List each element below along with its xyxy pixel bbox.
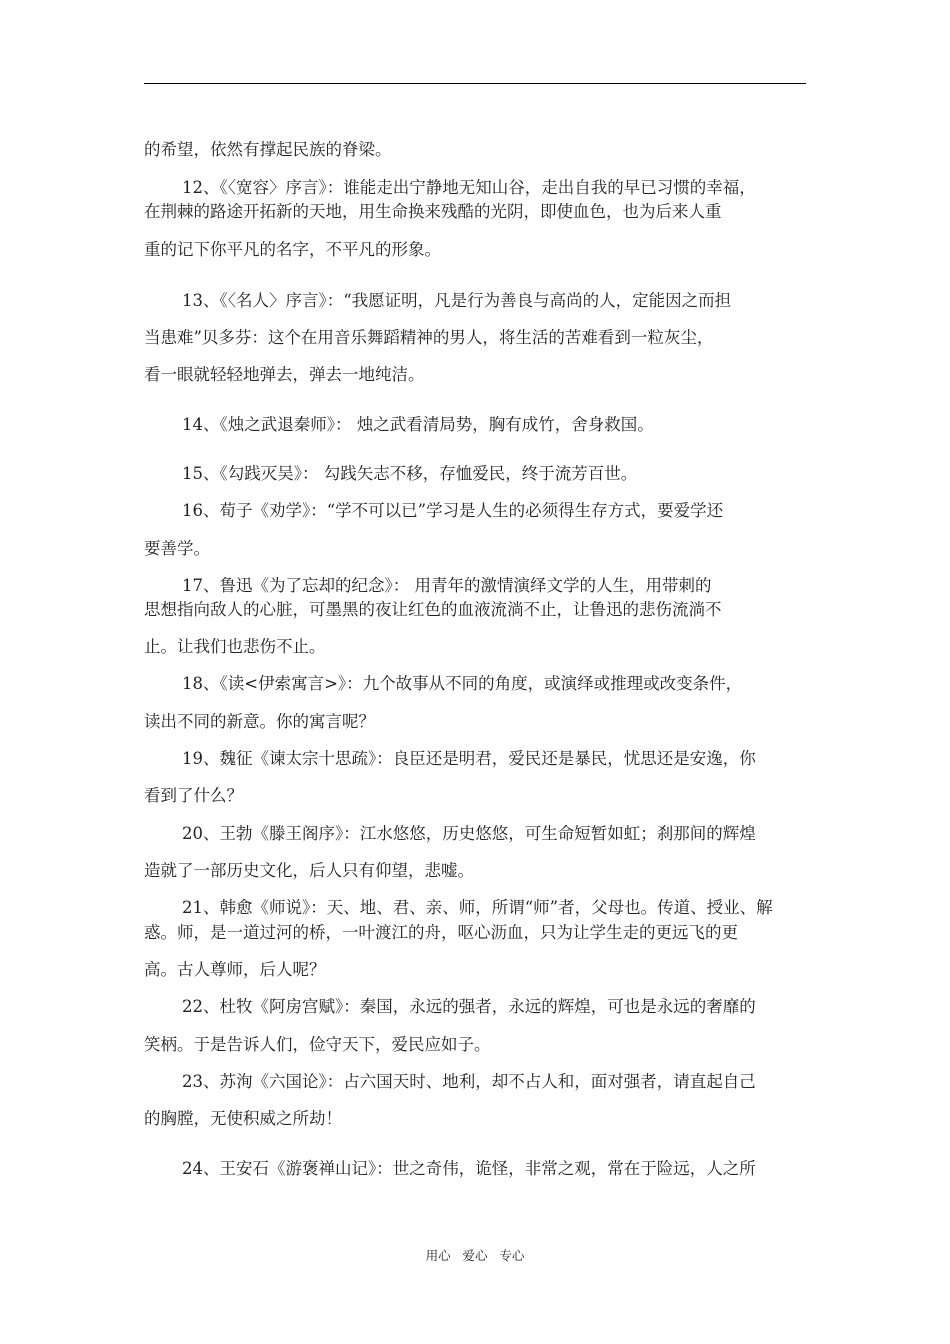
- text-line: 15、《勾践灭吴》： 勾践矢志不移，存恤爱民，终于流芳百世。: [182, 464, 638, 483]
- text-line: 23、苏洵《六国论》：占六国天时、地利，却不占人和，面对强者，请直起自己: [182, 1072, 756, 1091]
- text-line: 造就了一部历史文化，后人只有仰望，悲嘘。: [144, 861, 474, 880]
- text-line: 重的记下你平凡的名字，不平凡的形象。: [144, 240, 441, 259]
- text-line: 的胸膛，无使积威之所劫！: [144, 1109, 342, 1128]
- text-line: 思想指向敌人的心脏，可墨黑的夜让红色的血液流淌不止，让鲁迅的悲伤流淌不: [144, 600, 722, 619]
- text-line: 24、王安石《游褒禅山记》：世之奇伟，诡怪，非常之观，常在于险远，人之所: [182, 1159, 756, 1178]
- text-line: 16、荀子《劝学》：“学不可以已”学习是人生的必须得生存方式，要爱学还: [182, 501, 724, 520]
- text-line: 止。让我们也悲伤不止。: [144, 637, 326, 656]
- text-line: 看一眼就轻轻地弹去，弹去一地纯洁。: [144, 365, 425, 384]
- header-rule: [144, 83, 806, 84]
- text-line: 笑柄。于是告诉人们，俭守天下，爱民应如子。: [144, 1035, 491, 1054]
- text-line: 在荆棘的路途开拓新的天地，用生命换来残酷的光阴，即使血色，也为后来人重: [144, 202, 722, 221]
- text-line: 17、鲁迅《为了忘却的纪念》： 用青年的激情演绎文学的人生，用带刺的: [182, 576, 712, 595]
- text-line: 12、《〈宽容〉序言》：谁能走出宁静地无知山谷，走出自我的早已习惯的幸福，: [182, 178, 756, 197]
- text-line: 高。古人尊师，后人呢？: [144, 960, 326, 979]
- text-line: 惑。师，是一道过河的桥，一叶渡江的舟，呕心沥血，只为让学生走的更远飞的更: [144, 923, 738, 942]
- text-line: 的希望，依然有撑起民族的脊梁。: [144, 140, 392, 159]
- text-line: 14、《烛之武退秦师》： 烛之武看清局势，胸有成竹，舍身救国。: [182, 415, 654, 434]
- text-line: 22、杜牧《阿房宫赋》：秦国，永远的强者，永远的辉煌，可也是永远的奢靡的: [182, 997, 756, 1016]
- text-line: 当患难”贝多芬：这个在用音乐舞蹈精神的男人，将生活的苦难看到一粒灰尘，: [144, 328, 714, 347]
- text-line: 19、魏征《谏太宗十思疏》：良臣还是明君，爱民还是暴民，忧思还是安逸，你: [182, 749, 756, 768]
- text-line: 18、《读<伊索寓言>》：九个故事从不同的角度，或演绎或推理或改变条件，: [182, 674, 743, 693]
- text-line: 看到了什么？: [144, 786, 243, 805]
- page-footer: 用心 爱心 专心: [425, 1248, 525, 1263]
- text-line: 13、《〈名人〉序言》：“我愿证明，凡是行为善良与高尚的人，定能因之而担: [182, 291, 732, 310]
- text-line: 20、王勃《滕王阁序》：江水悠悠，历史悠悠，可生命短暂如虹；刹那间的辉煌: [182, 824, 756, 843]
- text-line: 要善学。: [144, 539, 210, 558]
- text-line: 读出不同的新意。你的寓言呢？: [144, 712, 375, 731]
- text-line: 21、韩愈《师说》：天、地、君、亲、师，所谓“师”者，父母也。传道、授业、解: [182, 898, 773, 917]
